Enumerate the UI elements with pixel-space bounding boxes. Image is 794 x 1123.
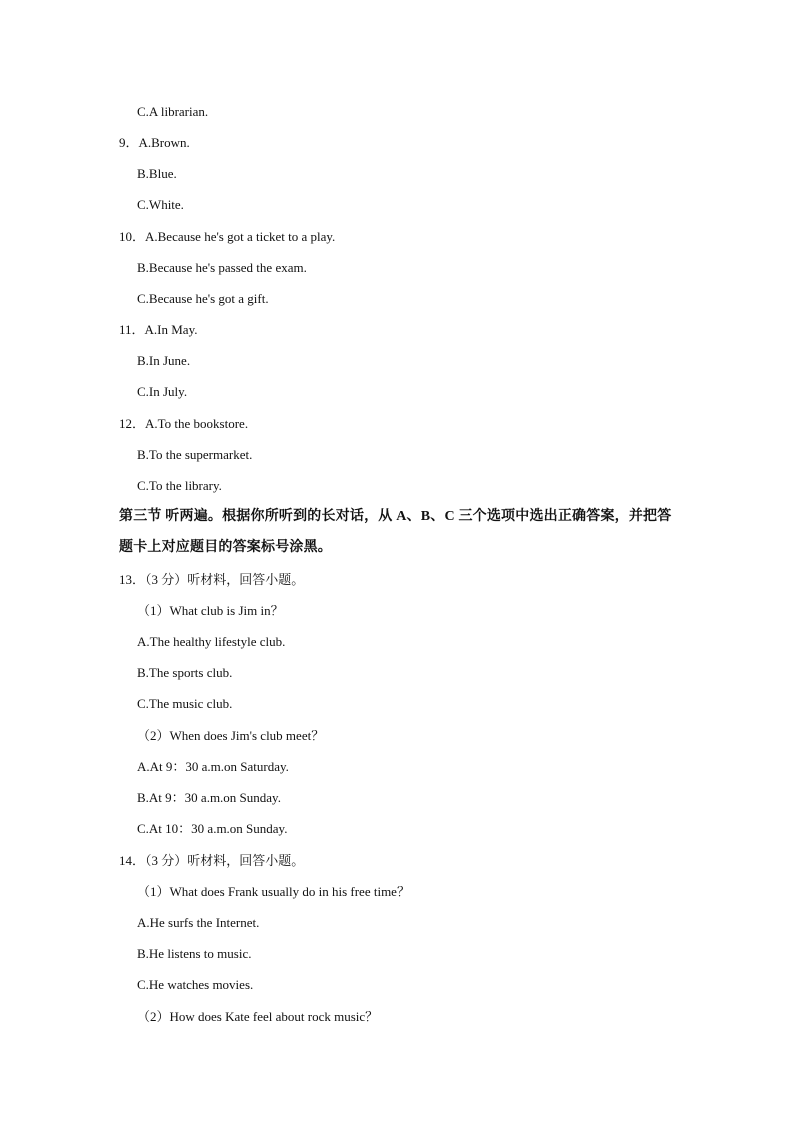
sub-question-line: （1）What does Frank usually do in his free time？ <box>137 884 410 899</box>
option-line: B.To the supermarket. <box>137 447 253 462</box>
option-line: A.At 9：30 a.m.on Saturday. <box>137 759 289 774</box>
option-line: C.To the library. <box>137 478 222 493</box>
option-line: C.In July. <box>137 384 188 399</box>
section-heading: 题卡上对应题目的答案标号涂黑。 <box>119 540 332 555</box>
option-line: B.He listens to music. <box>137 946 252 961</box>
question-line: 10．A.Because he's got a ticket to a play. <box>119 229 336 244</box>
sub-question-line: （1）What club is Jim in？ <box>137 603 284 618</box>
question-line: 14．（3 分）听材料，回答小题。 <box>119 853 305 868</box>
question-line: 11．A.In May. <box>119 322 198 337</box>
option-line: C.A librarian. <box>137 104 209 119</box>
option-line: C.Because he's got a gift. <box>137 291 269 306</box>
sub-question-line: （2）How does Kate feel about rock music？ <box>137 1009 379 1024</box>
option-line: B.At 9：30 a.m.on Sunday. <box>137 790 281 805</box>
option-line: C.White. <box>137 197 184 212</box>
option-line: C.The music club. <box>137 696 233 711</box>
sub-question-line: （2）When does Jim's club meet？ <box>137 728 325 743</box>
option-line: B.Blue. <box>137 166 177 181</box>
question-line: 12．A.To the bookstore. <box>119 416 249 431</box>
option-line: A.The healthy lifestyle club. <box>137 634 286 649</box>
section-heading: 第三节 听两遍。根据你所听到的长对话，从 A、B、C 三个选项中选出正确答案，并把答 <box>119 509 672 524</box>
option-line: C.At 10：30 a.m.on Sunday. <box>137 821 288 836</box>
question-line: 13．（3 分）听材料，回答小题。 <box>119 572 305 587</box>
option-line: B.The sports club. <box>137 665 233 680</box>
option-line: B.In June. <box>137 353 191 368</box>
question-line: 9．A.Brown. <box>119 135 190 150</box>
option-line: B.Because he's passed the exam. <box>137 260 307 275</box>
option-line: A.He surfs the Internet. <box>137 915 260 930</box>
option-line: C.He watches movies. <box>137 977 254 992</box>
